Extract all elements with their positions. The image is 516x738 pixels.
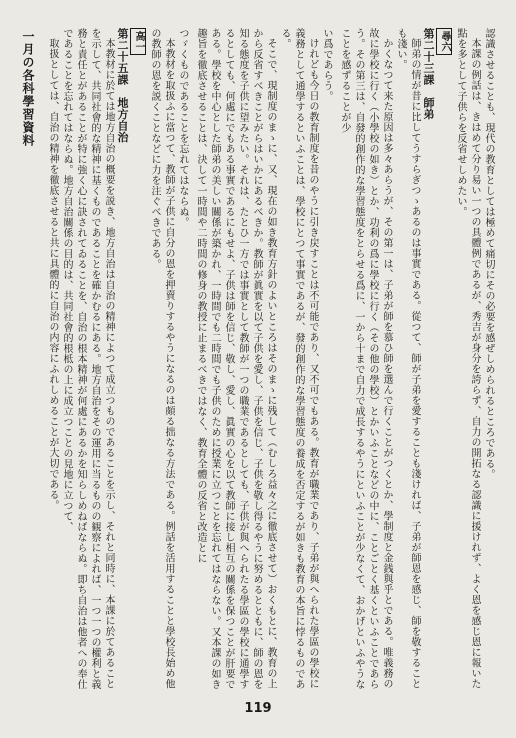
paragraph: そこで、現制度のまゝに、又、現在の如き教育方針のよいところはそのまゝに残して（むしろ益々之に徹底させて）おくもとに、教育の上から反省すべきことがらはいかにあるべきか。教師が眞實を以て子供を愛し、子供を信じ、子供を敬し得るやうに努めるとともに、師の恩を知る態度を子供に望みたい。それは、たとひ一方では事實として教師が一つの職業であるとしても、子供が與へられたる學區の學校に通學するとしても、何處にでもある事實であるにもせよ、子供は師を信じ、敬し、愛し、眞實の心を以て教師に接し相互の關係を保つことが肝要である。學校を中心とした師弟の美しい關係が築かれ、一時間でも二時間でも子供のために授業に立つことを忘れてはならない。又本課の如き趣旨を徹底させることは、決して一時間や二時間の修身の教授に止まるべきではなく、教育全體の反省と改造とに [195, 28, 276, 690]
paragraph: 師弟の情が昔に比してうすらぎつゝあるのは事實である。從つて、師が子弟を愛することも淺ければ、子弟が師恩を感じ、師を敬することも淺い。 [395, 28, 420, 689]
lesson-heading: 第二十五課 地方自治 [116, 28, 129, 143]
grade-tag-line [435, 28, 453, 690]
paragraph: かくなつて来た原因は多々あらうが、その第一は、子弟が師を慕ひ師を選んで行くことがつくとか、學制度と金銭與乎とである。唯義務の故に學校に行く（小學校の如き）とか、功利の爲に學校に行く（その他の學校）とかいふことなどの中に、ことごとく基くといふことであらう。その第三は、自發的創作的な學習態度をとらせる爲に、一から十まで自力で成長するやうにといふことが少なくて、おかげといふやうなことを感ずることが少 [339, 28, 392, 690]
paragraph: 取扱としては、自治の精神を徹底させると共に具體的に自治の内容にふれしめることが大切である。 [47, 38, 58, 511]
text-column [337, 28, 495, 690]
paragraph: 本教材を取扱ふに當つて、教師が子供に自分の恩を押賣りするやうになるのは頗る拙なる方法である。例話を活用することと學校長始め他の教師の恩を説くことなどに力を注ぐべきである。 [149, 28, 174, 689]
paragraph: けれども今日の教育制度を昔のやうに引き戻すことは不可能であり、又不可でもある。教育が職業であり、子弟が與へられた學區の學校に義務として通學するといふことは、學校にとつて事實であるが、發的創作的な學習態度の養成を否定するが如きも教育の本旨に悖るものである。 [279, 28, 318, 690]
paragraph: 認識させることも、現代の教育としては極めて痛切にその必要を感ぜしめられるところである。 [483, 28, 494, 480]
text-column [45, 28, 189, 690]
grade-tag: 尋六 [436, 28, 452, 55]
text-columns [45, 28, 495, 690]
page-number: 119 [244, 701, 272, 716]
grade-tag-line [129, 28, 147, 690]
paragraph: 本教材に於ては地方自治の概要を説き、地方自治は自治の精神によつて成立つものであることを示し、それと同時に、本課に於てあることを示して、共同社會的な精神に基くものであることを確かむるにある。地方自治をその運用に当るものの観察によれば、一つ一つの權利と義務と責任とがあることが特に強く心に訣されてゐることを、自治の根本精神が何處にあるかを知らしめねばならぬ。即ち自治は他者への奉仕であることを忘れてはならぬ。地方自治關係の目的は、共同社會的根柢の上に成立つことの見地に立つて、 [61, 28, 114, 690]
running-header: 一月の各科學習資料 [21, 30, 35, 147]
grade-tag: 高一 [130, 28, 146, 55]
paragraph: つゞくものであることを忘れてはならぬ。 [177, 28, 188, 228]
text-column [193, 28, 333, 690]
paragraph: い爲であらう。 [321, 28, 332, 102]
lesson-heading: 第二十三課 師弟 [422, 28, 435, 120]
paragraph: 本課の例話は、きはめて分り易い一つの具體例であるが、秀吉が身分を誇らず、自力の開拓なる認識に援けれず、よく恩を感じ恩に報いた點を多として子供らを反省せしめたい。 [455, 28, 480, 689]
